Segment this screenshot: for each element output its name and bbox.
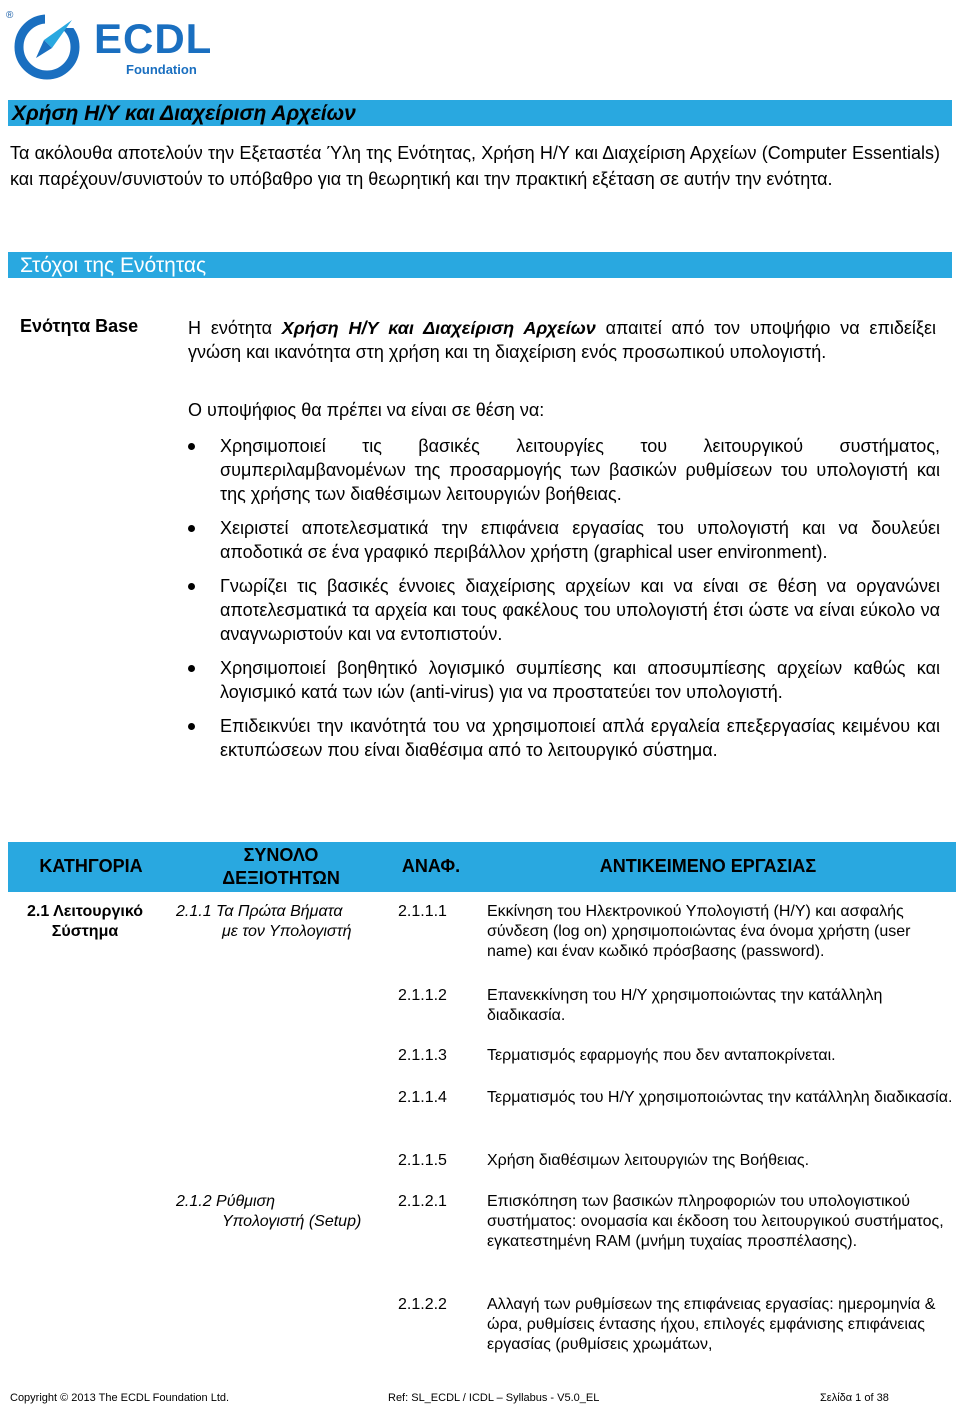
ecdl-logo [6, 6, 226, 76]
list-item: Γνωρίζει τις βασικές έννοιες διαχείρισης αρχείων και να είναι σε θέση να οργανώνει αποτελεσματικά τα αρχεία και τους φακέλους του υπολογιστή έτσι ώστε να είναι εύκολο να αναγνωριστούν και να εντοπιστούν. [188, 574, 940, 646]
header-skill-set [186, 844, 376, 890]
task-cell: Επισκόπηση των βασικών πληροφοριών του υπολογιστικού συστήματος: ονομασία και έκδοση του λειτουργικού συστήματος, εγκατεστημένη RAM (μνήμη τυχαίας προσπέλασης). [487, 1193, 944, 1250]
category-cell [10, 902, 160, 942]
module-label: Ενότητα Base [20, 316, 139, 336]
ref-cell: 2.1.1.3 [398, 1047, 447, 1064]
intro-paragraph: Τα ακόλουθα αποτελούν την Εξεταστέα Ύλη της Ενότητας, Χρήση Η/Υ και Διαχείριση Αρχείων (Computer Essentials) και παρέχουν/συνιστούν το υπόβαθρο για τη θεωρητική και την πρακτική εξέταση σε αυτήν την ενότητα. [10, 143, 940, 189]
task-cell: Εκκίνηση του Ηλεκτρονικού Υπολογιστή (Η/Υ) και ασφαλής σύνδεση (log on) χρησιμοποιώντας ένα όνομα χρήστη (user name) και έναν κωδικό πρόσβασης (password). [487, 903, 911, 960]
list-item: Χρησιμοποιεί βοηθητικό λογισμικό συμπίεσης και αποσυμπίεσης αρχείων καθώς και λογισμικό κατά των ιών (anti-virus) για να προστατεύει τον υπολογιστή. [188, 656, 940, 704]
footer-page: Σελίδα 1 of 38 [820, 1392, 889, 1404]
page-title: Χρήση Η/Υ και Διαχείριση Αρχείων [12, 102, 356, 125]
task-cell: Αλλαγή των ρυθμίσεων της επιφάνειας εργασίας: ημερομηνία & ώρα, ρυθμίσεις έντασης ήχου, επιλογές εμφάνισης επιφάνειας εργασίας (ρυθμίσεις χρωμάτων, [487, 1296, 936, 1353]
skill-set-cell [176, 902, 386, 942]
task-cell: Χρήση διαθέσιμων λειτουργιών της Βοήθειας. [487, 1152, 810, 1169]
compass-logo-icon [14, 14, 84, 80]
page-title-bar [8, 100, 952, 126]
candidate-intro: Ο υποψήφιος θα πρέπει να είναι σε θέση να: [188, 400, 545, 420]
ref-cell: 2.1.2.1 [398, 1193, 447, 1210]
list-item: Επιδεικνύει την ικανότητά του να χρησιμοποιεί απλά εργαλεία επεξεργασίας κειμένου και εκτυπώσεων που είναι διαθέσιμα από το λειτουργικό σύστημα. [188, 714, 940, 762]
module-desc-emphasis: Χρήση Η/Υ και Διαχείριση Αρχείων [281, 318, 596, 338]
footer-ref: Ref: SL_ECDL / ICDL – Syllabus - V5.0_EL [388, 1392, 600, 1404]
goals-list [188, 434, 940, 772]
skill-set-line2: Υπολογιστή (Setup) [222, 1213, 362, 1230]
ref-cell: 2.1.1.1 [398, 903, 447, 920]
ref-cell: 2.1.2.2 [398, 1296, 447, 1313]
task-cell: Επανεκκίνηση του Η/Υ χρησιμοποιώντας την κατάλληλη διαδικασία. [487, 987, 883, 1024]
list-item: Χειριστεί αποτελεσματικά την επιφάνεια εργασίας του υπολογιστή και να δουλεύει αποδοτικά σε ένα γραφικό περιβάλλον χρήστη (graphical user environment). [188, 516, 940, 564]
skill-set-line1: 2.1.1 Τα Πρώτα Βήματα [176, 903, 343, 920]
goals-heading: Στόχοι της Ενότητας [20, 254, 207, 277]
header-skill-set-line1: ΣΥΝΟΛΟ [243, 845, 319, 865]
task-cell: Τερματισμός του Η/Υ χρησιμοποιώντας την κατάλληλη διαδικασία. [487, 1089, 953, 1106]
module-description [188, 316, 936, 364]
module-desc-suffix: απαιτεί από τον υποψήφιο να επιδείξει γνώση και ικανότητα στη χρήση και τη διαχείριση ενός προσωπικού υπολογιστή. [188, 318, 936, 362]
list-item: Χρησιμοποιεί τις βασικές λειτουργίες του λειτουργικού συστήματος, συμπεριλαμβανομένων της προσαρμογής των βασικών ρυθμίσεων του υπολογιστή και της χρήσης των διαθέσιμων λειτουργιών βοήθειας. [188, 434, 940, 506]
table-header [8, 842, 956, 892]
logo-brand: ECDL [94, 15, 213, 62]
skill-set-line2: με τον Υπολογιστή [222, 923, 352, 940]
header-ref: ΑΝΑΦ. [401, 856, 461, 876]
category-line1: 2.1 Λειτουργικό [27, 903, 143, 920]
skill-set-cell [176, 1192, 386, 1232]
skill-set-line1: 2.1.2 Ρύθμιση [176, 1193, 276, 1210]
goals-heading-bar [8, 252, 952, 278]
ref-cell: 2.1.1.5 [398, 1152, 447, 1169]
header-skill-set-line2: ΔΕΞΙΟΤΗΤΩΝ [222, 868, 340, 888]
category-line2: Σύστημα [51, 923, 119, 940]
ref-cell: 2.1.1.4 [398, 1089, 447, 1106]
ref-cell: 2.1.1.2 [398, 987, 447, 1004]
registered-mark: ® [6, 10, 14, 21]
header-category: ΚΑΤΗΓΟΡΙΑ [39, 856, 143, 876]
module-desc-prefix: Η ενότητα [188, 318, 282, 338]
logo-foundation: Foundation [126, 62, 197, 77]
header-task-item: ΑΝΤΙΚΕΙΜΕΝΟ ΕΡΓΑΣΙΑΣ [599, 856, 817, 876]
footer-copyright: Copyright © 2013 The ECDL Foundation Ltd. [10, 1392, 230, 1404]
task-cell: Τερματισμός εφαρμογής που δεν ανταποκρίνεται. [487, 1047, 836, 1064]
